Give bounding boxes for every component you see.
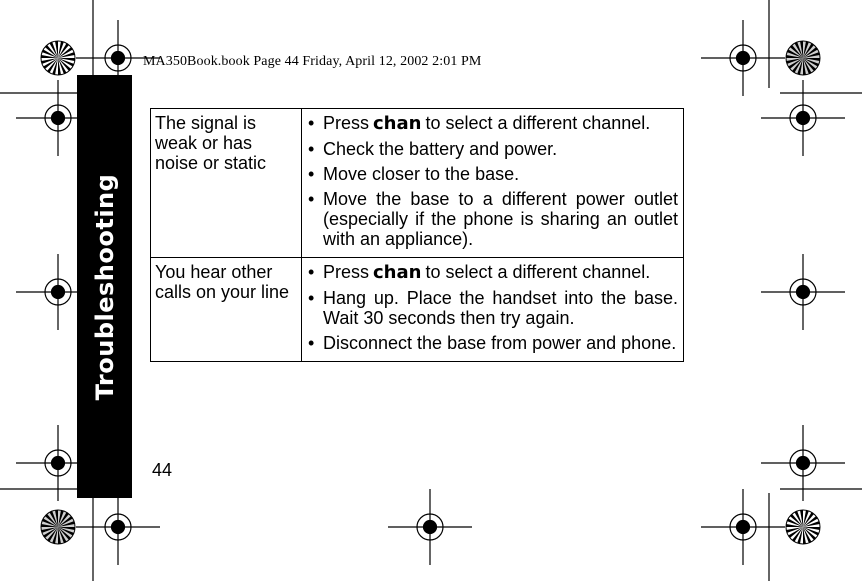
page-number: 44 bbox=[152, 460, 173, 480]
table-row bbox=[151, 109, 684, 258]
solution-item bbox=[306, 113, 678, 134]
solution-item: • Check the battery and power. bbox=[306, 139, 678, 159]
registration-mark-icon bbox=[701, 20, 785, 96]
calibration-star-icon bbox=[41, 510, 75, 544]
registration-mark-icon bbox=[388, 489, 472, 565]
solution-item: • Hang up. Place the handset into the base. Wait 30 seconds then try again. bbox=[306, 288, 678, 328]
solutions-cell bbox=[302, 109, 684, 258]
registration-mark-icon bbox=[701, 489, 785, 565]
problem-cell: The signal is weak or has noise or static bbox=[151, 109, 302, 258]
solution-item: • Move closer to the base. bbox=[306, 164, 678, 184]
chan-key-label: chan bbox=[373, 113, 422, 134]
solution-item: • Move the base to a different power outlet (especially if the phone is sharing an outlet with an appliance). bbox=[306, 189, 678, 249]
calibration-star-icon bbox=[41, 41, 75, 75]
troubleshooting-table bbox=[150, 108, 684, 362]
registration-mark-icon bbox=[761, 254, 845, 330]
file-info-header: MA350Book.book Page 44 Friday, April 12, 2002 2:01 PM bbox=[143, 54, 482, 69]
solution-text: Press bbox=[323, 262, 370, 282]
table-row bbox=[151, 258, 684, 362]
solution-text: to select a different channel. bbox=[425, 113, 651, 133]
registration-mark-icon bbox=[761, 80, 845, 156]
chan-key-label: chan bbox=[373, 262, 422, 283]
section-side-tab bbox=[77, 75, 132, 498]
problem-cell: You hear other calls on your line bbox=[151, 258, 302, 362]
solution-text: Press bbox=[323, 113, 370, 133]
solution-text: to select a different channel. bbox=[425, 262, 651, 282]
calibration-star-icon bbox=[786, 41, 820, 75]
section-tab-label: Troubleshooting bbox=[90, 173, 119, 400]
solution-item bbox=[306, 262, 678, 283]
solution-item: • Disconnect the base from power and phone. bbox=[306, 333, 678, 353]
registration-mark-icon bbox=[76, 489, 160, 565]
calibration-star-icon bbox=[786, 510, 820, 544]
solutions-cell bbox=[302, 258, 684, 362]
